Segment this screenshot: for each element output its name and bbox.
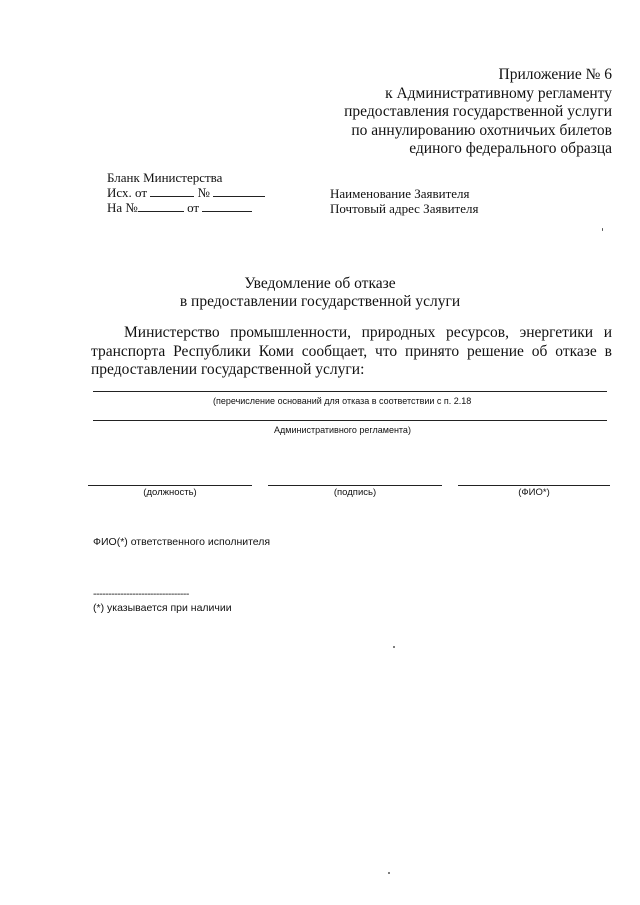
applicant-name-label: Наименование Заявителя [330, 186, 470, 201]
notice-title-line: Уведомление об отказе [244, 275, 396, 292]
reasons-caption: Административного регламента) [274, 425, 411, 435]
scan-speck [388, 872, 390, 874]
footnote-text: (*) указывается при наличии [93, 602, 232, 614]
appendix-line: предоставления государственной услуги [344, 103, 612, 121]
outgoing-date-blank [150, 185, 194, 197]
appendix-header [344, 66, 612, 159]
position-line [88, 485, 252, 486]
reply-to-date-label: от [187, 200, 200, 215]
notice-title [0, 275, 640, 310]
outgoing-number-blank [213, 185, 265, 197]
appendix-line: к Административному регламенту [385, 84, 612, 102]
appendix-line: единого федерального образца [409, 140, 612, 158]
full-name-line [458, 485, 610, 486]
position-label: (должность) [143, 487, 197, 498]
applicant-address-label: Почтовый адрес Заявителя [330, 201, 479, 216]
signature-label: (подпись) [333, 487, 377, 498]
addressee-block [330, 186, 478, 216]
full-name-label: (ФИО*) [518, 487, 550, 498]
scan-speck [393, 646, 395, 648]
signature-line [268, 485, 442, 486]
reply-to-date-blank [202, 200, 252, 212]
outgoing-number-label: № [197, 185, 210, 200]
notice-body: Министерство промышленности, природных ресурсов, энергетики и транспорта Республики Коми сообщает, что принято решение об отказе в предоставлении государственной услуги: [91, 324, 612, 378]
reasons-line [93, 420, 607, 421]
notice-title-line: в предоставлении государственной услуги [179, 292, 461, 310]
appendix-line: Приложение № 6 [498, 66, 612, 83]
outgoing-date-label: Исх. от [107, 185, 147, 200]
footnote-separator: -------------------------------- [93, 588, 189, 600]
reply-to-number-label: На № [107, 200, 138, 215]
letterhead-title: Бланк Министерства [107, 170, 223, 185]
reply-to-row [107, 200, 265, 215]
letterhead-block [107, 170, 265, 215]
scan-speck [602, 228, 603, 231]
reasons-caption: (перечисление оснований для отказа в соответствии с п. 2.18 [213, 396, 472, 406]
executor-label: ФИО(*) ответственного исполнителя [93, 536, 271, 548]
reply-to-number-blank [138, 200, 184, 212]
reasons-line [93, 391, 607, 392]
appendix-line: по аннулированию охотничьих билетов [351, 121, 612, 139]
outgoing-row [107, 185, 265, 200]
